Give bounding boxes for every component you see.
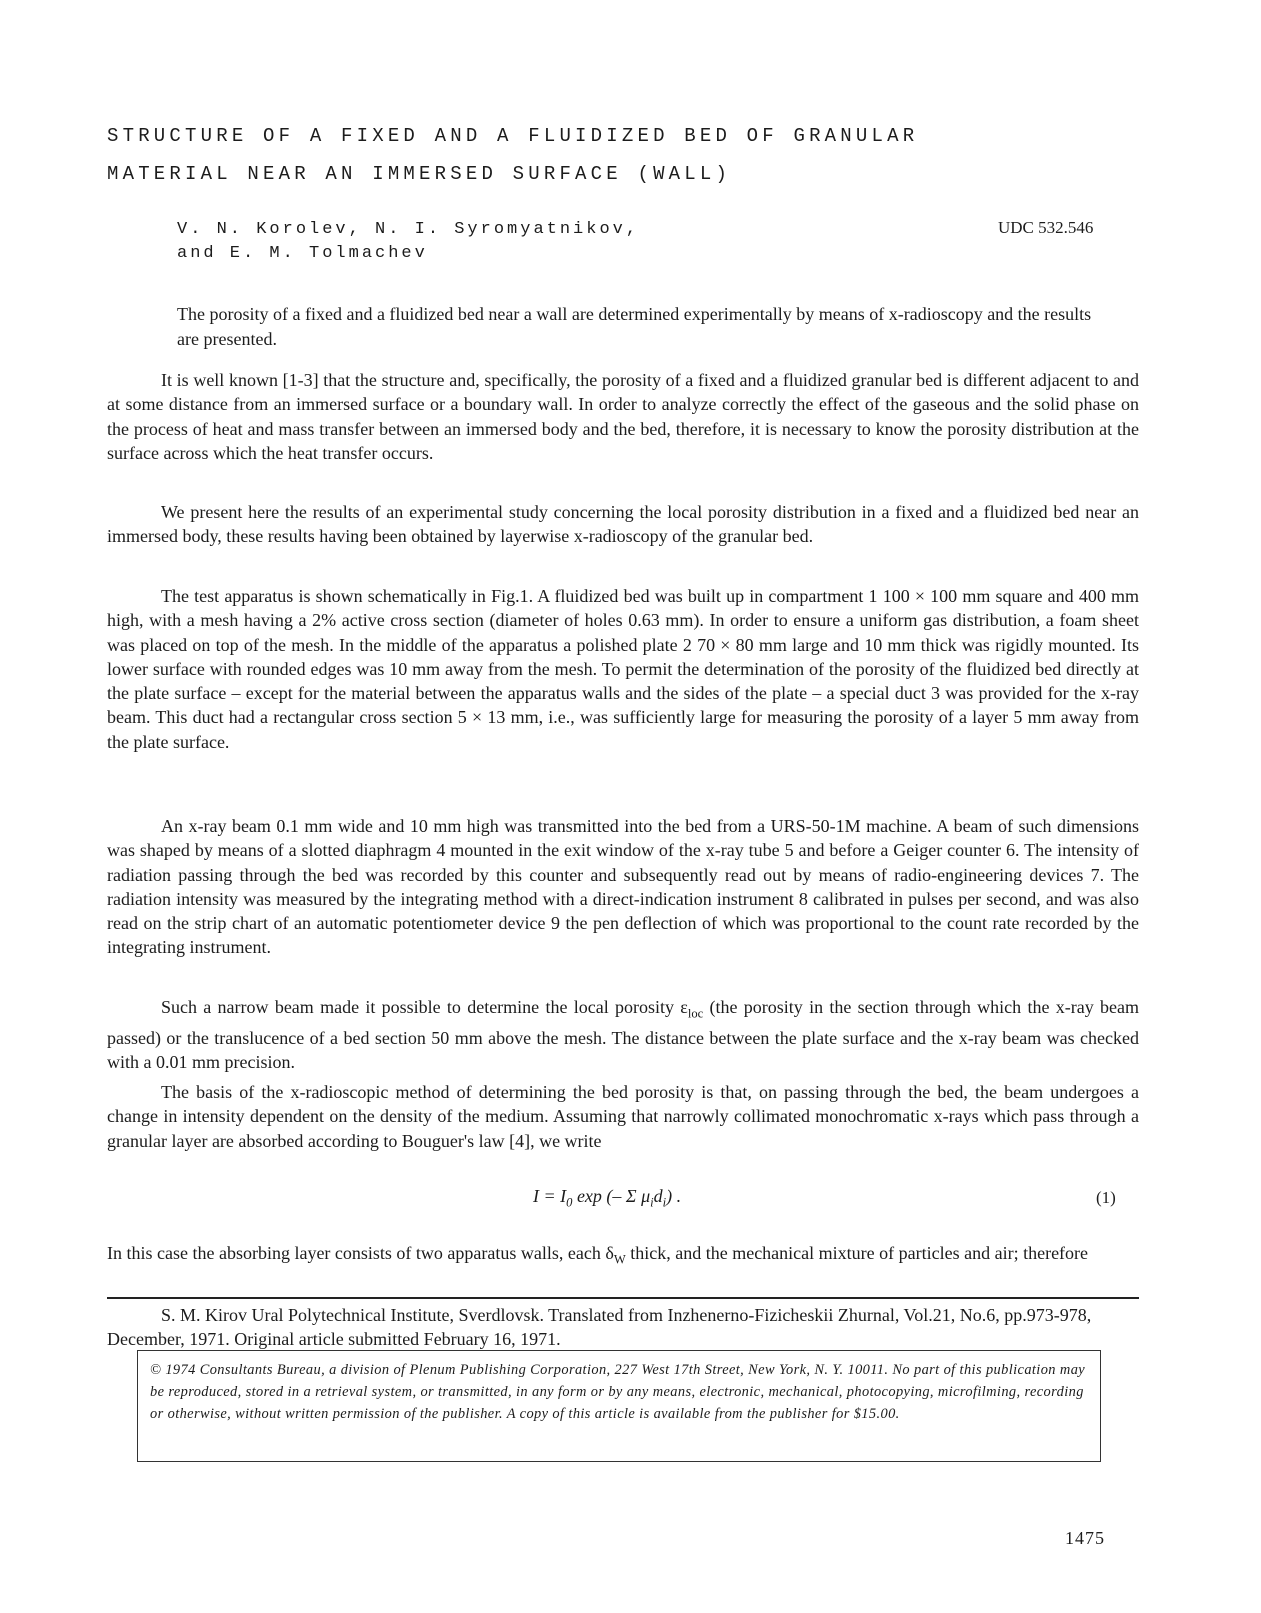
authors-line-2: and E. M. Tolmachev xyxy=(177,244,428,263)
authors-line-1: V. N. Korolev, N. I. Syromyatnikov, xyxy=(177,220,640,239)
paragraph-3: The test apparatus is shown schematically in Fig.1. A fluidized bed was built up in compartment 1 100 × 100 mm square and 400 mm high, with a mesh having a 2% active cross section (diameter of holes 0.63 mm). In order to ensure a uniform gas distribution, a foam sheet was placed on top of the mesh. In the middle of the apparatus a polished plate 2 70 × 80 mm large and 10 mm thick was rigidly mounted. Its lower surface with rounded edges was 10 mm away from the mesh. To permit the determination of the porosity of the fluidized bed directly at the plate surface – except for the material between the apparatus walls and the sides of the plate – a special duct 3 was provided for the x-ray beam. This duct had a rectangular cross section 5 × 13 mm, i.e., was sufficiently large for measuring the porosity of a layer 5 mm away from the plate surface. xyxy=(107,586,1139,752)
udc-code: UDC 532.546 xyxy=(998,218,1094,237)
copyright-box xyxy=(137,1350,1101,1462)
page-number: 1475 xyxy=(1065,1528,1105,1548)
abstract: The porosity of a fixed and a fluidized bed near a wall are determined experimentally by means of x-radioscopy and the results are presented. xyxy=(177,304,1092,349)
equation-number: (1) xyxy=(1096,1188,1116,1207)
title-line-1: STRUCTURE OF A FIXED AND A FLUIDIZED BED OF GRANULAR xyxy=(107,125,919,147)
paragraph-4: An x-ray beam 0.1 mm wide and 10 mm high was transmitted into the bed from a URS-50-1M machine. A beam of such dimensions was shaped by means of a slotted diaphragm 4 mounted in the exit window of the x-ray tube 5 and before a Geiger counter 6. The intensity of radiation passing through the bed was recorded by this counter and subsequently read out by means of radio-engineering devices 7. The radiation intensity was measured by the integrating method with a direct-indication instrument 8 calibrated in pulses per second, and was also read on the strip chart of an automatic potentiometer device 9 the pen deflection of which was proportional to the count rate recorded by the integrating instrument. xyxy=(107,816,1139,958)
paragraph-6: The basis of the x-radioscopic method of determining the bed porosity is that, on passing through the bed, the beam undergoes a change in intensity dependent on the density of the medium. Assuming that narrowly collimated monochromatic x-rays which pass through a granular layer are absorbed according to Bouguer's law [4], we write xyxy=(107,1082,1139,1151)
title-line-2: MATERIAL NEAR AN IMMERSED SURFACE (WALL) xyxy=(107,163,732,185)
paragraph-5: Such a narrow beam made it possible to determine the local porosity $\varepsilon_{loc}$ (the porosity in the section through which the x-ray beam passed) or the translucence of a bed section 50 mm above the mesh. The distance between the plate surface and the x-ray beam was checked with a 0.01 mm precision. xyxy=(107,997,1139,1073)
footnote-divider xyxy=(107,1297,1139,1299)
paragraph-7: In this case the absorbing layer consists of two apparatus walls, each $\delta_W$ thick, and the mechanical mixture of particles and air; therefore xyxy=(107,1243,1089,1267)
copyright-text: © 1974 Consultants Bureau, a division of Plenum Publishing Corporation, 227 West 17th Street, New York, N. Y. 10011. No part of this publication may be reproduced, stored in a retrieval system, or transmitted, in any form or by any means, electronic, mechanical, photocopying, microfilming, recording or otherwise, without written permission of the publisher. A copy of this article is available from the publisher for $15.00. xyxy=(150,1362,1086,1422)
authors xyxy=(177,218,639,266)
paragraph-2: We present here the results of an experimental study concerning the local porosity distribution in a fixed and a fluidized bed near an immersed body, these results having been obtained by layerwise x-radioscopy of the granular bed. xyxy=(107,502,1139,547)
equation-1: $I = I_0$ exp (– Σ $\mu_id_i$) . xyxy=(533,1186,682,1210)
footnote: S. M. Kirov Ural Polytechnical Institute, Sverdlovsk. Translated from Inzhenerno-Fizicheskii Zhurnal, Vol.21, No.6, pp.973-978, December, 1971. Original article submitted February 16, 1971. xyxy=(107,1305,1092,1349)
paragraph-1: It is well known [1-3] that the structure and, specifically, the porosity of a fixed and a fluidized granular bed is different adjacent to and at some distance from an immersed surface or a boundary wall. In order to analyze correctly the effect of the gaseous and the solid phase on the process of heat and mass transfer between an immersed body and the bed, therefore, it is necessary to know the porosity distribution at the surface across which the heat transfer occurs. xyxy=(107,370,1139,463)
